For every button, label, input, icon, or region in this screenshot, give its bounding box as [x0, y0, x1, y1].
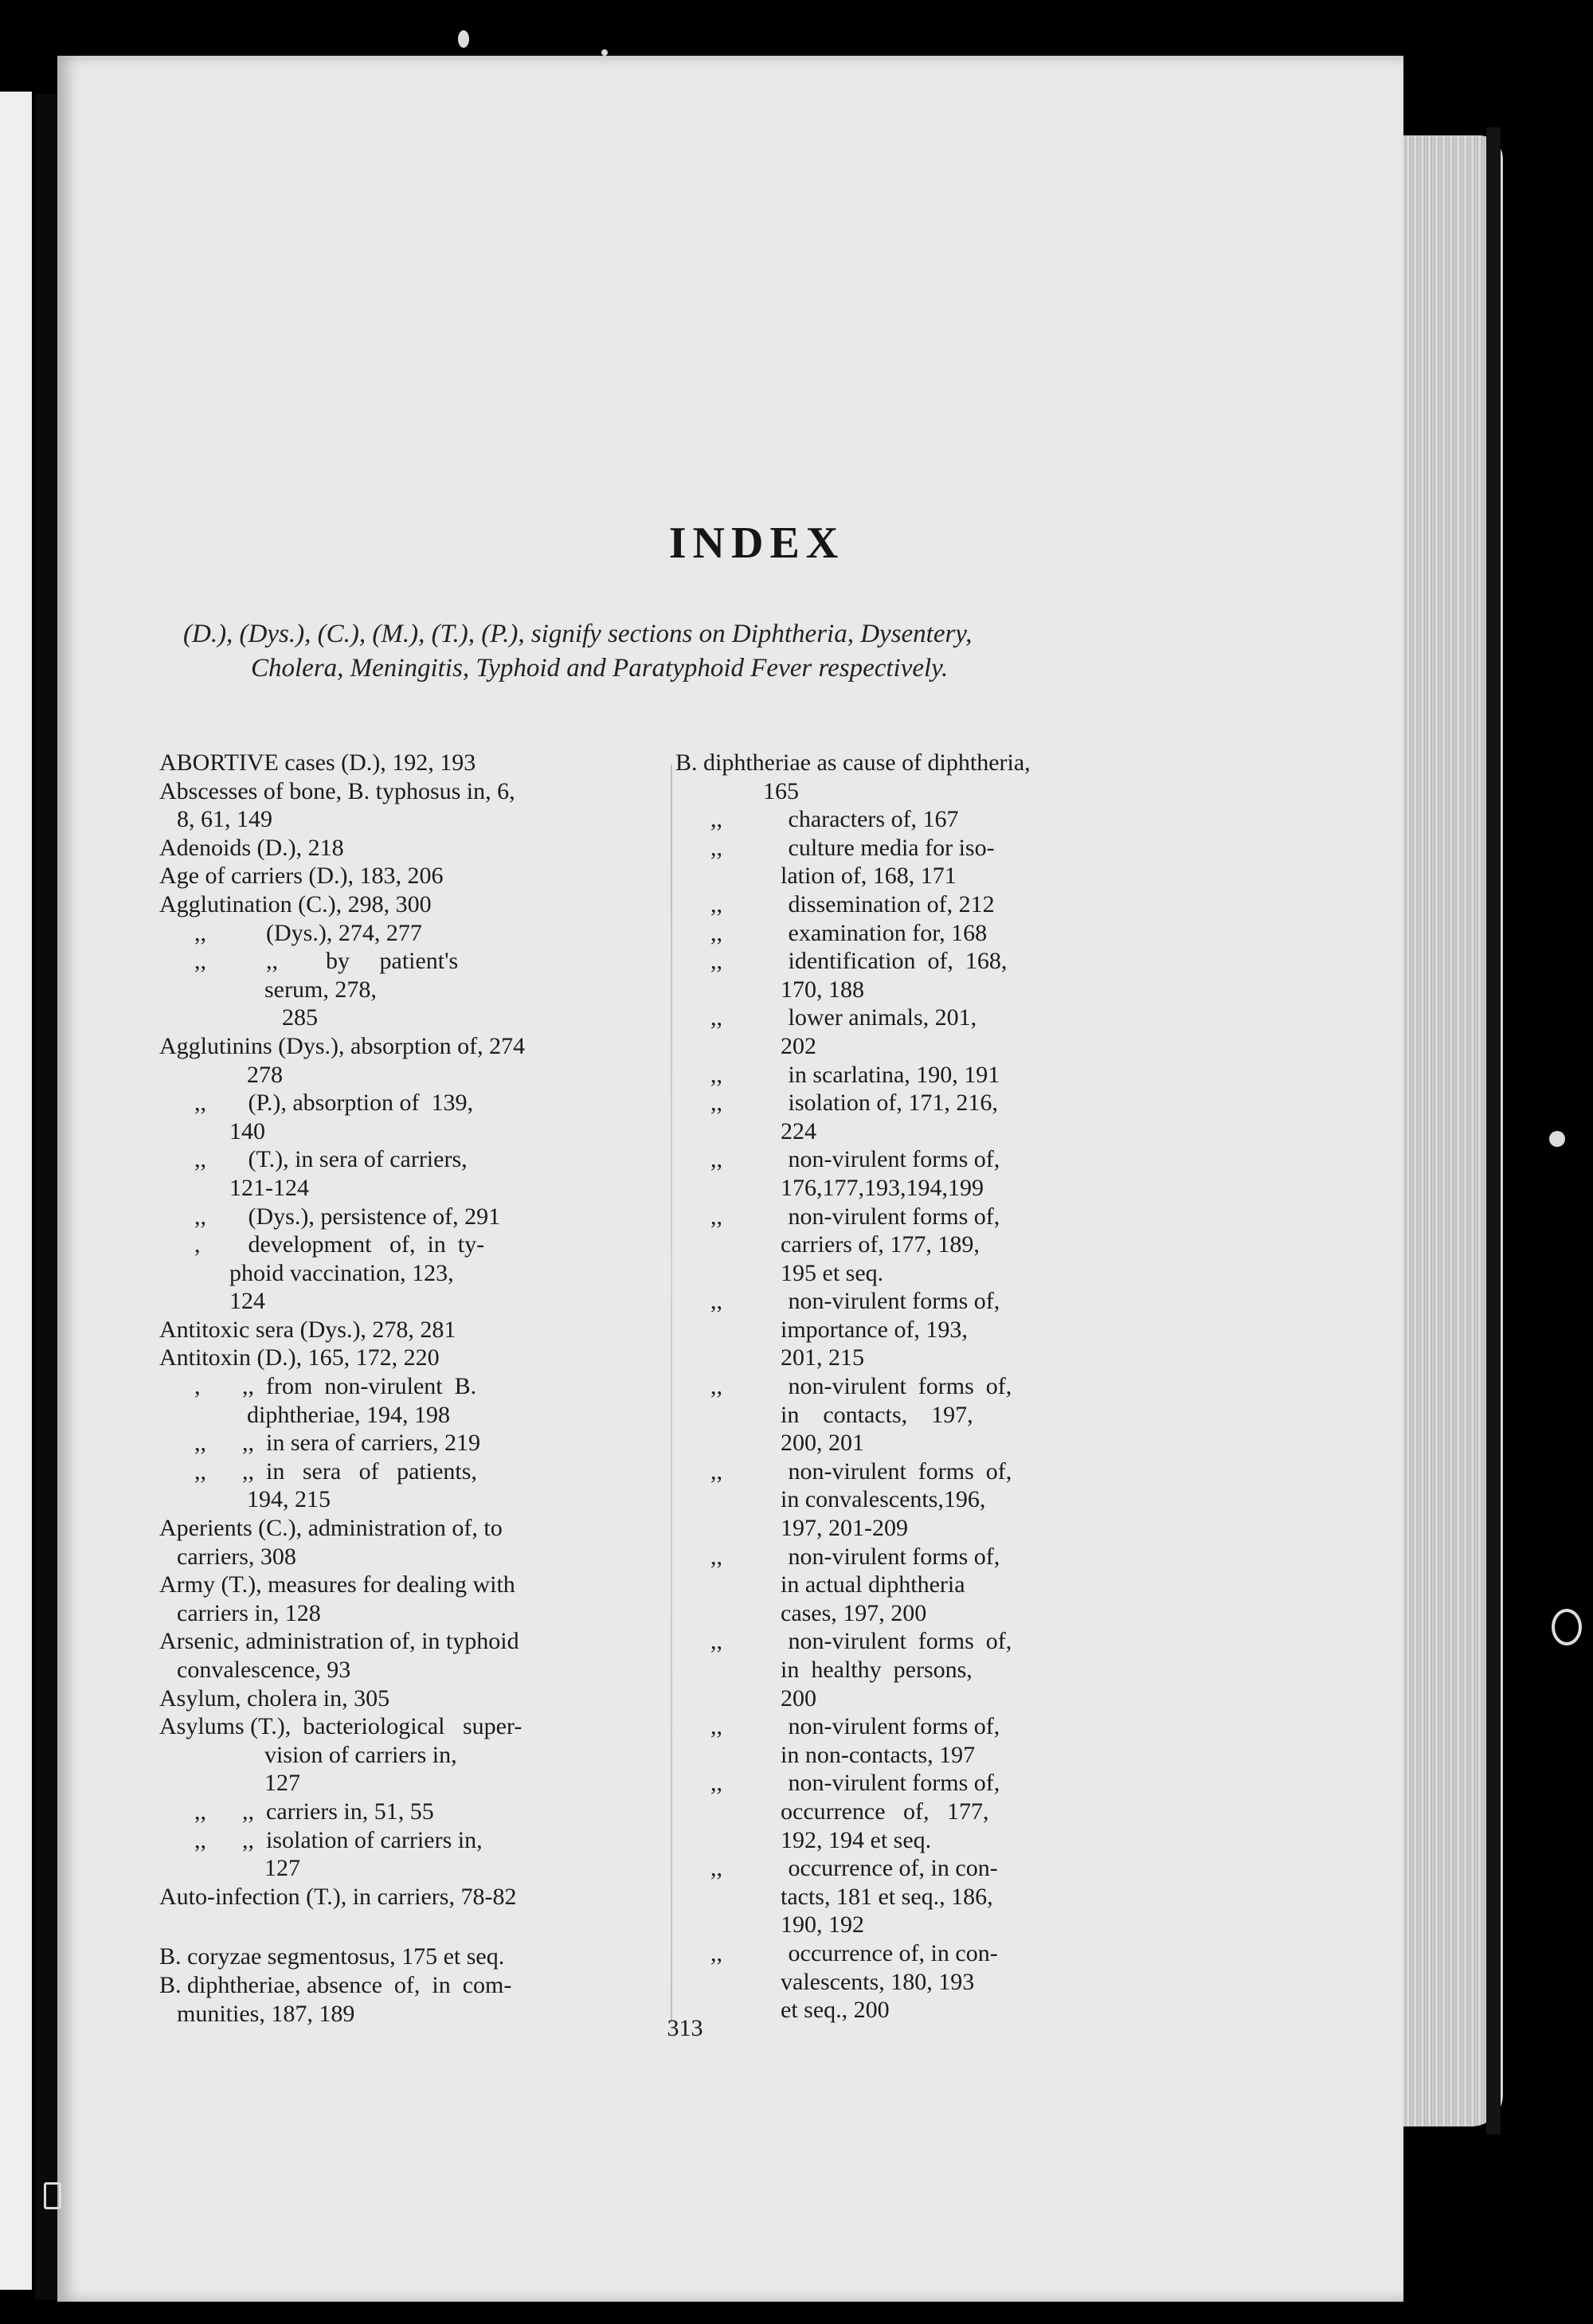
index-entry: 165: [763, 777, 799, 804]
index-entry: in contacts, 197,: [781, 1401, 973, 1428]
scan-speck: [1552, 1609, 1582, 1645]
index-entry: 127: [264, 1770, 300, 1797]
index-entry: 195 et seq.: [781, 1259, 884, 1286]
column-divider: [671, 765, 672, 2023]
index-entry: ,, characters of, 167: [710, 806, 959, 833]
index-entry: Adenoids (D.), 218: [159, 834, 344, 861]
index-entry: occurrence of, 177,: [781, 1798, 989, 1825]
index-entry: 278: [247, 1061, 283, 1088]
page-edge-shadow: [1486, 127, 1501, 2134]
index-entry: ABORTIVE cases (D.), 192, 193: [159, 749, 476, 776]
adjacent-page-sliver: [0, 92, 32, 2290]
index-entry: ,, (P.), absorption of 139,: [194, 1090, 473, 1117]
index-entry: 140: [229, 1117, 265, 1144]
index-entry: 202: [781, 1032, 816, 1059]
index-entry: ,, non-virulent forms of,: [710, 1628, 1012, 1655]
index-entry: in convalescents,196,: [781, 1486, 986, 1513]
index-entry: Agglutinins (Dys.), absorption of, 274: [159, 1032, 526, 1059]
index-entry: importance of, 193,: [781, 1316, 968, 1343]
index-entry: Asylums (T.), bacteriological super-: [159, 1713, 523, 1740]
index-entry: Auto-infection (T.), in carriers, 78-82: [159, 1883, 517, 1910]
index-entry: , ,, from non-virulent B.: [194, 1373, 477, 1400]
index-entry: ,, ,, in sera of patients,: [194, 1457, 477, 1485]
index-entry: 121-124: [229, 1174, 309, 1201]
index-legend: [183, 617, 1147, 686]
index-entry: carriers of, 177, 189,: [781, 1231, 980, 1258]
index-entry: Abscesses of bone, B. typhosus in, 6,: [159, 777, 515, 804]
index-entry: ,, ,, isolation of carriers in,: [194, 1826, 483, 1853]
index-entry: 285: [282, 1004, 318, 1031]
index-entry: ,, (T.), in sera of carriers,: [194, 1146, 468, 1173]
index-entry: 124: [229, 1288, 265, 1315]
index-entry: diphtheriae, 194, 198: [247, 1401, 450, 1428]
index-entry: Antitoxic sera (Dys.), 278, 281: [159, 1316, 456, 1343]
index-entry: ,, non-virulent forms of,: [710, 1203, 1000, 1230]
scan-speck: [1549, 1131, 1565, 1147]
index-entry: in healthy persons,: [781, 1657, 973, 1683]
index-entry: carriers in, 128: [177, 1599, 321, 1626]
index-entry: 200, 201: [781, 1430, 864, 1457]
index-title: INDEX: [668, 518, 845, 568]
index-entry: 127: [264, 1855, 300, 1882]
index-entry: ,, lower animals, 201,: [710, 1004, 977, 1031]
index-entry: ,, non-virulent forms of,: [710, 1373, 1012, 1400]
index-entry: 176,177,193,194,199: [781, 1174, 984, 1201]
index-entry: B. diphtheriae, absence of, in com-: [159, 1971, 512, 1998]
index-entry: cases, 197, 200: [781, 1599, 927, 1626]
index-entry: 197, 201-209: [781, 1515, 908, 1542]
legend-line-1: (D.), (Dys.), (C.), (M.), (T.), (P.), signify sections on Diphtheria, Dysentery,: [183, 620, 973, 648]
index-entry: 192, 194 et seq.: [781, 1826, 932, 1853]
index-entry: 170, 188: [781, 976, 864, 1003]
index-entry: ,, non-virulent forms of,: [710, 1288, 1000, 1315]
index-entry: ,, ,, by patient's: [194, 948, 459, 975]
index-entry: valescents, 180, 193: [781, 1968, 975, 1995]
index-entry: in non-contacts, 197: [781, 1741, 976, 1768]
index-entry: et seq., 200: [781, 1997, 890, 2024]
index-entry: Antitoxin (D.), 165, 172, 220: [159, 1344, 440, 1371]
index-entry: Agglutination (C.), 298, 300: [159, 890, 432, 917]
index-entry: ,, non-virulent forms of,: [710, 1713, 1000, 1740]
index-entry: in actual diphtheria: [781, 1571, 965, 1598]
index-entry: ,, non-virulent forms of,: [710, 1457, 1012, 1485]
index-entry: B. diphtheriae as cause of diphtheria,: [675, 749, 1031, 776]
scan-speck: [458, 30, 469, 48]
index-entry: ,, occurrence of, in con-: [710, 1855, 998, 1882]
legend-line-2: Cholera, Meningitis, Typhoid and Paratyphoid Fever respectively.: [251, 654, 949, 683]
page-number: 313: [667, 2015, 703, 2041]
index-entry: vision of carriers in,: [264, 1741, 457, 1768]
index-entry: Age of carriers (D.), 183, 206: [159, 863, 444, 890]
index-right-column: [675, 749, 1169, 2025]
index-entry: lation of, 168, 171: [781, 863, 957, 890]
scan-corner-mark: [44, 2182, 61, 2209]
index-entry: ,, isolation of, 171, 216,: [710, 1090, 998, 1117]
index-entry: ,, non-virulent forms of,: [710, 1770, 1000, 1797]
index-entry: 190, 192: [781, 1911, 864, 1939]
index-entry: ,, dissemination of, 212: [710, 890, 995, 917]
index-entry: ,, non-virulent forms of,: [710, 1543, 1000, 1570]
index-entry: ,, culture media for iso-: [710, 834, 995, 861]
index-entry: ,, non-virulent forms of,: [710, 1146, 1000, 1173]
index-entry: ,, examination for, 168: [710, 919, 988, 946]
index-left-column: [159, 749, 669, 2028]
index-entry: ,, ,, in sera of carriers, 219: [194, 1430, 481, 1457]
index-entry: phoid vaccination, 123,: [229, 1259, 454, 1286]
index-entry: ,, identification of, 168,: [710, 948, 1008, 975]
index-entry: Army (T.), measures for dealing with: [159, 1571, 515, 1598]
index-entry: 194, 215: [247, 1486, 331, 1513]
index-entry: ,, (Dys.), 274, 277: [194, 919, 422, 946]
index-gap: [159, 1911, 669, 1943]
index-entry: carriers, 308: [177, 1543, 296, 1570]
index-entry: Arsenic, administration of, in typhoid: [159, 1628, 519, 1655]
index-entry: 201, 215: [781, 1344, 864, 1371]
index-entry: ,, occurrence of, in con-: [710, 1939, 998, 1966]
index-entry: ,, (Dys.), persistence of, 291: [194, 1203, 501, 1230]
index-entry: serum, 278,: [264, 976, 377, 1003]
book-spine: [35, 94, 57, 2300]
index-entry: 200: [781, 1684, 816, 1712]
index-entry: 8, 61, 149: [177, 806, 272, 833]
index-entry: convalescence, 93: [177, 1657, 351, 1683]
index-entry: B. coryzae segmentosus, 175 et seq.: [159, 1943, 505, 1970]
index-entry: , development of, in ty-: [194, 1231, 485, 1258]
index-entry: tacts, 181 et seq., 186,: [781, 1883, 993, 1910]
index-entry: ,, in scarlatina, 190, 191: [710, 1061, 1000, 1088]
scan-speck: [601, 49, 608, 56]
index-entry: 224: [781, 1117, 816, 1144]
index-entry: munities, 187, 189: [177, 2000, 355, 2027]
index-entry: Aperients (C.), administration of, to: [159, 1515, 503, 1542]
index-entry: Asylum, cholera in, 305: [159, 1684, 390, 1712]
index-entry: ,, ,, carriers in, 51, 55: [194, 1798, 434, 1825]
